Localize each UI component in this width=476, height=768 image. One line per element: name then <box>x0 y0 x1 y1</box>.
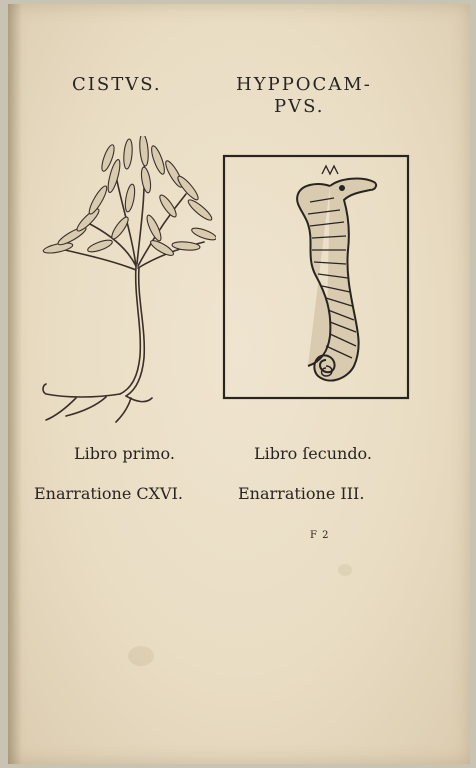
left-caption-book: Libro primo. <box>74 444 175 463</box>
book-page <box>8 4 470 764</box>
right-caption-enarration: Enarratione III. <box>238 484 365 503</box>
signature-mark: F 2 <box>310 530 330 541</box>
paper-stain <box>338 564 352 576</box>
left-caption-enarration: Enarratione CXVI. <box>34 484 183 503</box>
page-spine-shadow <box>8 4 22 764</box>
hyppocampus-title-line2: PVS. <box>274 96 325 117</box>
right-caption-book: Libro ſecundo. <box>254 444 372 463</box>
paper-stain <box>128 646 154 666</box>
seahorse-icon <box>222 152 412 402</box>
cistus-plant-icon <box>36 136 216 431</box>
cistus-title: CISTVS. <box>72 74 162 95</box>
hyppocampus-title-line1: HYPPOCAM- <box>236 74 372 95</box>
